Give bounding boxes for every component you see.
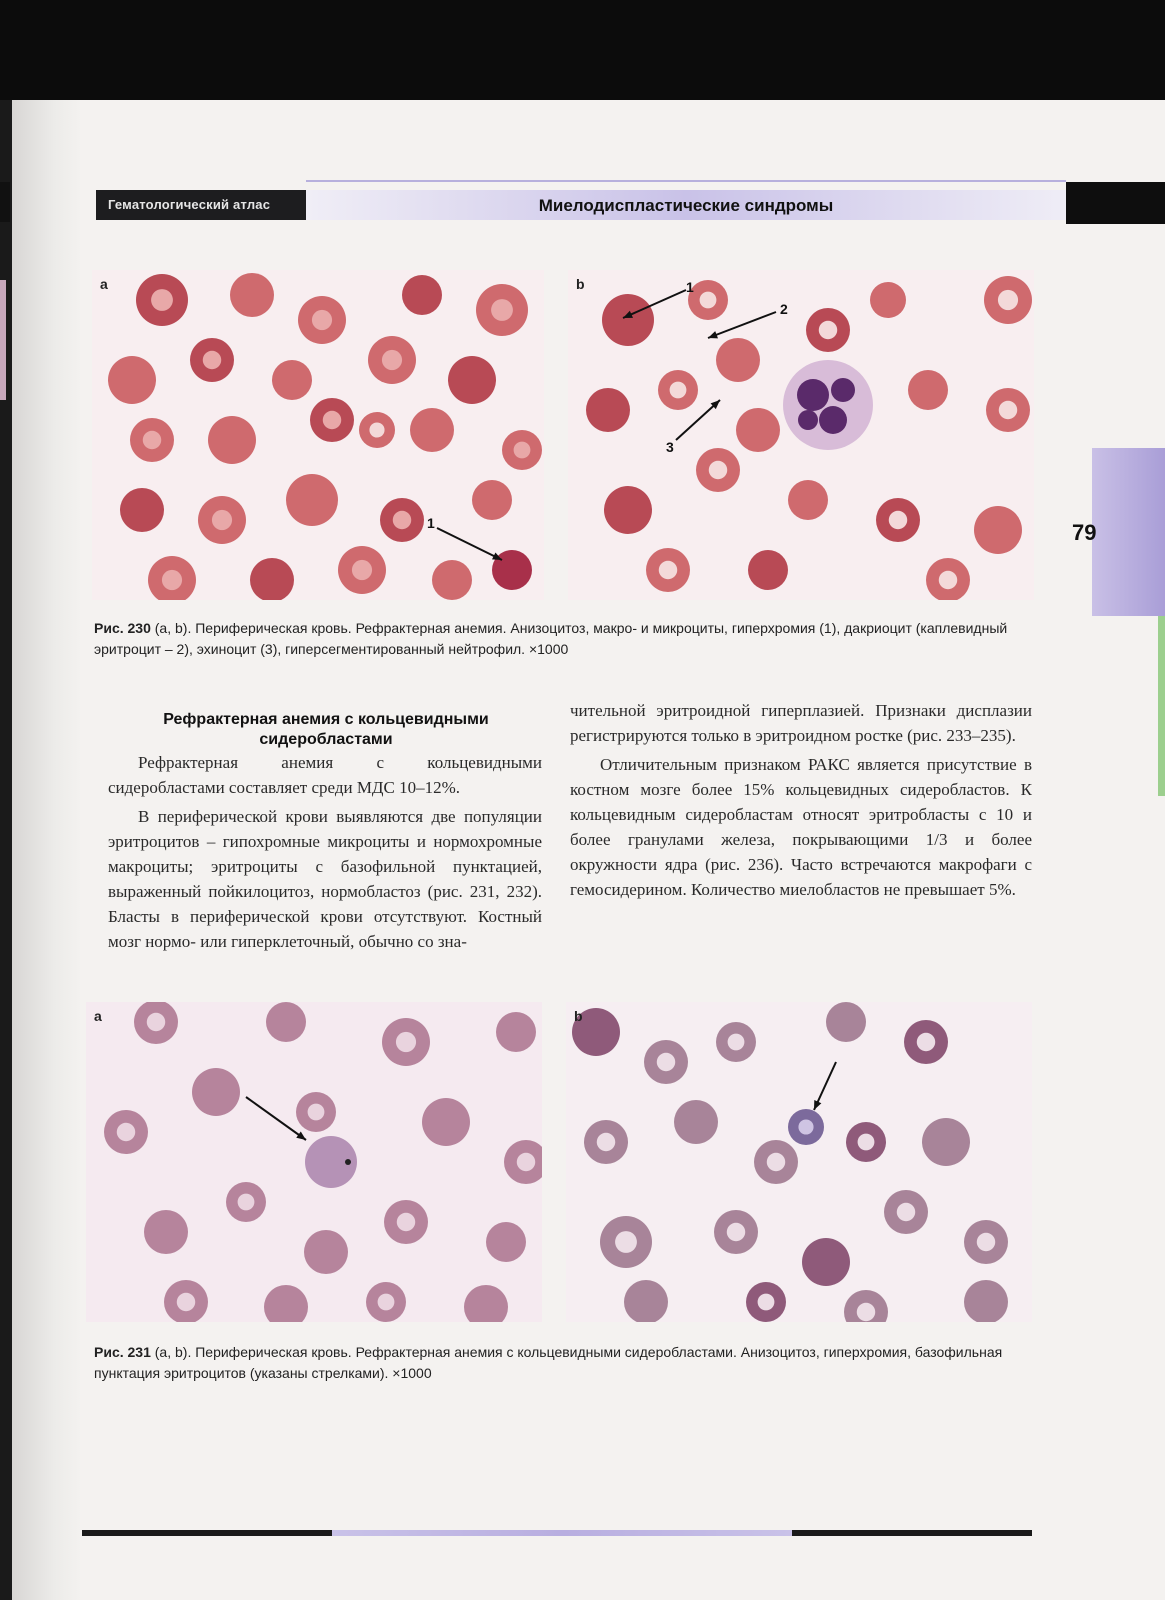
- red-blood-cell: [310, 398, 354, 442]
- red-blood-cell: [964, 1220, 1008, 1264]
- facing-page-image-edge: [0, 280, 6, 400]
- red-blood-cell: [826, 1002, 866, 1042]
- header-corner-block: [1066, 182, 1165, 224]
- red-blood-cell: [846, 1122, 886, 1162]
- neutrophil: [783, 360, 873, 450]
- red-blood-cell: [384, 1200, 428, 1244]
- red-blood-cell: [136, 274, 188, 326]
- footer-rule-left: [82, 1530, 332, 1536]
- figure-231-panel-a: [86, 1002, 542, 1322]
- paragraph: чительной эритроидной гиперплазией. Признаки дисплазии регистрируются только в эритроидном ростке (рис. 233–235).: [570, 701, 1032, 745]
- arrow-number: 3: [666, 439, 674, 455]
- red-blood-cell: [402, 275, 442, 315]
- red-blood-cell: [250, 558, 294, 600]
- red-blood-cell: [584, 1120, 628, 1164]
- facing-page-tab: [0, 182, 10, 222]
- red-blood-cell: [296, 1092, 336, 1132]
- red-blood-cell: [120, 488, 164, 532]
- panel-label: b: [574, 1008, 583, 1024]
- caption-text: (a, b). Периферическая кровь. Рефрактерная анемия. Анизоцитоз, макро- и микроциты, гиперхромия (1), дакриоцит (каплевидный эритроцит – 2), эхиноцит (3), гиперсегментированный нейтрофил. ×1000: [94, 620, 1008, 657]
- red-blood-cell: [884, 1190, 928, 1234]
- book-title: Гематологический атлас: [108, 197, 271, 212]
- figure-230-panel-b: [568, 270, 1034, 600]
- panel-label: b: [576, 276, 585, 292]
- red-blood-cell: [624, 1280, 668, 1322]
- basophilic-stippling: [345, 1159, 351, 1165]
- red-blood-cell: [602, 294, 654, 346]
- red-blood-cell: [748, 550, 788, 590]
- red-blood-cell: [422, 1098, 470, 1146]
- red-blood-cell: [586, 388, 630, 432]
- red-blood-cell: [806, 308, 850, 352]
- red-blood-cell: [108, 356, 156, 404]
- red-blood-cell: [338, 546, 386, 594]
- thumb-tab: [1092, 448, 1165, 616]
- footer-rule-right: [792, 1530, 1032, 1536]
- panel-label: a: [100, 276, 108, 292]
- facing-page-edge: [12, 100, 82, 1600]
- red-blood-cell: [130, 418, 174, 462]
- red-blood-cell: [926, 558, 970, 600]
- paragraph: Отличительным признаком РАКС является присутствие в костном мозге более 15% кольцевидных сидеробластов. К кольцевидным сидеробластам относят эритробласты с 10 и более гранулами железа, покрывающими 1/3 и более окружности ядра (рис. 236). Часто встречаются макрофаги с гемосидерином. Количество миелобластов не превышает 5%.: [570, 755, 1032, 899]
- paragraph: Рефрактерная анемия с кольцевидными сидеробластами составляет среди МДС 10–12%.: [108, 753, 542, 797]
- figure-230-caption: [94, 618, 1058, 660]
- section-heading: Рефрактерная анемия с кольцевидными сидеробластами: [163, 711, 489, 748]
- red-blood-cell: [658, 370, 698, 410]
- header-rule: [306, 180, 1066, 182]
- red-blood-cell: [908, 370, 948, 410]
- red-blood-cell: [382, 1018, 430, 1066]
- text-column-left: [108, 750, 542, 958]
- figure-231-panel-b: [566, 1002, 1032, 1322]
- red-blood-cell: [230, 273, 274, 317]
- panel-label: a: [94, 1008, 102, 1024]
- red-blood-cell: [448, 356, 496, 404]
- running-header-chapter: [306, 190, 1066, 220]
- scan-top-shadow: [0, 0, 1165, 100]
- red-blood-cell: [788, 480, 828, 520]
- red-blood-cell: [476, 284, 528, 336]
- red-blood-cell: [600, 1216, 652, 1268]
- running-header-book: [96, 190, 306, 220]
- red-blood-cell: [298, 296, 346, 344]
- red-blood-cell: [272, 360, 312, 400]
- red-blood-cell: [410, 408, 454, 452]
- text-column-right: [570, 698, 1032, 906]
- red-blood-cell: [164, 1280, 208, 1322]
- figure-number: Рис. 231: [94, 1344, 151, 1360]
- red-blood-cell: [746, 1282, 786, 1322]
- red-blood-cell: [736, 408, 780, 452]
- chapter-title: Миелодиспластические синдромы: [538, 196, 834, 215]
- red-blood-cell: [716, 1022, 756, 1062]
- red-blood-cell: [486, 1222, 526, 1262]
- red-blood-cell: [964, 1280, 1008, 1322]
- red-blood-cell: [674, 1100, 718, 1144]
- red-blood-cell: [986, 388, 1030, 432]
- figure-number: Рис. 230: [94, 620, 151, 636]
- red-blood-cell: [876, 498, 920, 542]
- red-blood-cell: [368, 336, 416, 384]
- caption-text: (a, b). Периферическая кровь. Рефрактерная анемия с кольцевидными сидеробластами. Анизоцитоз, гиперхромия, базофильная пунктация эритроцитов (указаны стрелками). ×1000: [94, 1344, 1003, 1381]
- blood-smear-image: [86, 1002, 542, 1322]
- red-blood-cell: [644, 1040, 688, 1084]
- red-blood-cell: [198, 496, 246, 544]
- red-blood-cell: [502, 430, 542, 470]
- red-blood-cell: [922, 1118, 970, 1166]
- footer-rule-middle: [332, 1530, 792, 1536]
- red-blood-cell: [359, 412, 395, 448]
- red-blood-cell: [696, 448, 740, 492]
- red-blood-cell: [190, 338, 234, 382]
- arrow-number: 1: [427, 515, 435, 531]
- red-blood-cell: [604, 486, 652, 534]
- red-blood-cell: [432, 560, 472, 600]
- figure-231-caption: [94, 1342, 1058, 1384]
- blood-smear-image: [566, 1002, 1032, 1322]
- figure-230-panel-a: [92, 270, 544, 600]
- red-blood-cell: [366, 1282, 406, 1322]
- red-blood-cell: [134, 1002, 178, 1044]
- red-blood-cell: [380, 498, 424, 542]
- red-blood-cell: [304, 1230, 348, 1274]
- red-blood-cell: [716, 338, 760, 382]
- thumb-tab-green-edge: [1158, 616, 1165, 796]
- red-blood-cell: [688, 280, 728, 320]
- red-blood-cell: [646, 548, 690, 592]
- red-blood-cell: [226, 1182, 266, 1222]
- red-blood-cell: [472, 480, 512, 520]
- red-blood-cell: [208, 416, 256, 464]
- paragraph: В периферической крови выявляются две популяции эритроцитов – гипохромные микроциты и нормохромные макроциты; эритроциты с базофильной пунктацией, выраженный пойкилоцитоз, нормобластоз (рис. 231, 232). Бласты в периферической крови отсутствуют. Костный мозг нормо- или гиперклеточный, обычно со зна-: [108, 807, 542, 951]
- red-blood-cell: [870, 282, 906, 318]
- red-blood-cell: [974, 506, 1022, 554]
- blood-smear-image: [568, 270, 1034, 600]
- red-blood-cell: [904, 1020, 948, 1064]
- red-blood-cell: [266, 1002, 306, 1042]
- red-blood-cell: [104, 1110, 148, 1154]
- red-blood-cell: [496, 1012, 536, 1052]
- red-blood-cell: [754, 1140, 798, 1184]
- red-blood-cell: [984, 276, 1032, 324]
- red-blood-cell: [144, 1210, 188, 1254]
- red-blood-cell: [802, 1238, 850, 1286]
- red-blood-cell: [714, 1210, 758, 1254]
- arrow-number: 1: [686, 279, 694, 295]
- blood-smear-image: [92, 270, 544, 600]
- page-number: 79: [1072, 520, 1097, 545]
- arrow-number: 2: [780, 301, 788, 317]
- red-blood-cell: [192, 1068, 240, 1116]
- red-blood-cell: [788, 1109, 824, 1145]
- red-blood-cell: [286, 474, 338, 526]
